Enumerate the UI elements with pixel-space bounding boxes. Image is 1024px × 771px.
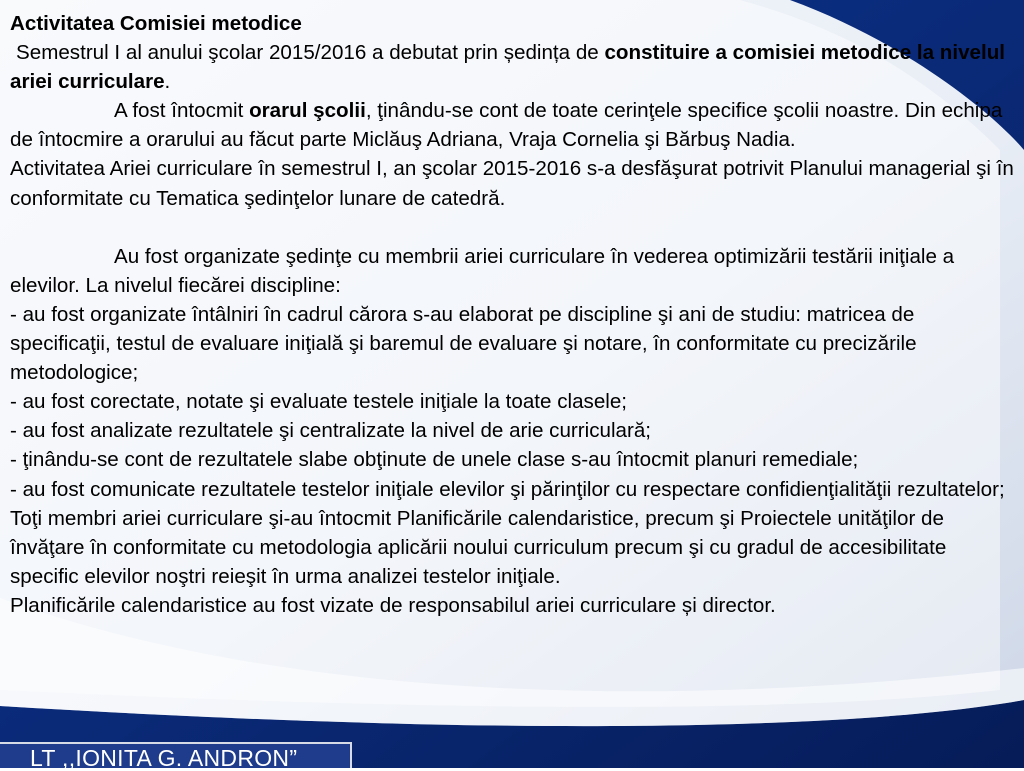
document-body (10, 9, 1018, 620)
footer-school-label (0, 742, 352, 771)
document-title: Activitatea Comisiei metodice (10, 12, 302, 35)
list-item: - ţinându-se cont de rezultatele slabe obţinute de unele clase s-au întocmit planuri remediale; (10, 448, 859, 472)
paragraph-2-bold: orarul şcolii (249, 99, 366, 123)
list-item: - au fost analizate rezultatele şi centralizate la nivel de arie curriculară; (10, 419, 652, 443)
paragraph-activitate: Activitatea Ariei curriculare în semestrul I, an şcolar 2015-2016 s-a desfăşurat potrivit Planului managerial şi în conformitate cu Tematica şedinţelor lunare de catedră. (10, 157, 1014, 210)
list-item: - au fost corectate, notate şi evaluate testele iniţiale la toate clasele; (10, 390, 628, 414)
paragraph-orar (10, 96, 1018, 154)
blank-line (10, 213, 1018, 242)
paragraph-1-bold: constituire a comisiei metodice la nivelul ariei curriculare (10, 41, 1006, 94)
paragraph-sedinte (10, 242, 1018, 300)
paragraph-constituire (10, 38, 1018, 96)
footer-label-text: LT ,,IONITA G. ANDRON” (30, 745, 298, 771)
paragraph-1-text: Semestrul I al anului şcolar 2015/2016 a debutat prin ședința de (16, 41, 605, 65)
list-item: - au fost comunicate rezultatele testelor iniţiale elevilor şi părinţilor cu respectare confidienţialităţii rezultatelor; (10, 477, 1005, 501)
paragraph-4-text: Au fost organizate şedinţe cu membrii ariei curriculare în vederea optimizării testării iniţiale a elevilor. La nivelul fiecărei discipline: (10, 244, 955, 297)
paragraph-planificari: Toţi membri ariei curriculare şi-au întocmit Planificările calendaristice, precum şi Proiectele unităţilor de învăţare în conformitate cu metodologia aplicării noului curriculum precum şi cu gradul de accesibilitate specific elevilor noştri reieşit în urma analizei testelor iniţiale. (10, 506, 947, 588)
paragraph-vizate: Planificările calendaristice au fost vizate de responsabilul ariei curriculare și director. (10, 593, 776, 617)
paragraph-2-before: A fost întocmit (114, 99, 250, 123)
paragraph-1-end: . (164, 70, 171, 94)
paragraph-2-after: , ţinându-se cont de toate cerinţele specifice şcolii noastre. Din echipa de întocmire a orarului au făcut parte Miclăuş Adriana, Vraja Cornelia şi Bărbuş Nadia. (10, 99, 1003, 152)
list-item: - au fost organizate întâlniri în cadrul cărora s-au elaborat pe discipline şi ani de studiu: matricea de specificaţii, testul de evaluare iniţială şi baremul de evaluare şi notare, în conformitate cu precizările metodologice; (10, 302, 917, 385)
